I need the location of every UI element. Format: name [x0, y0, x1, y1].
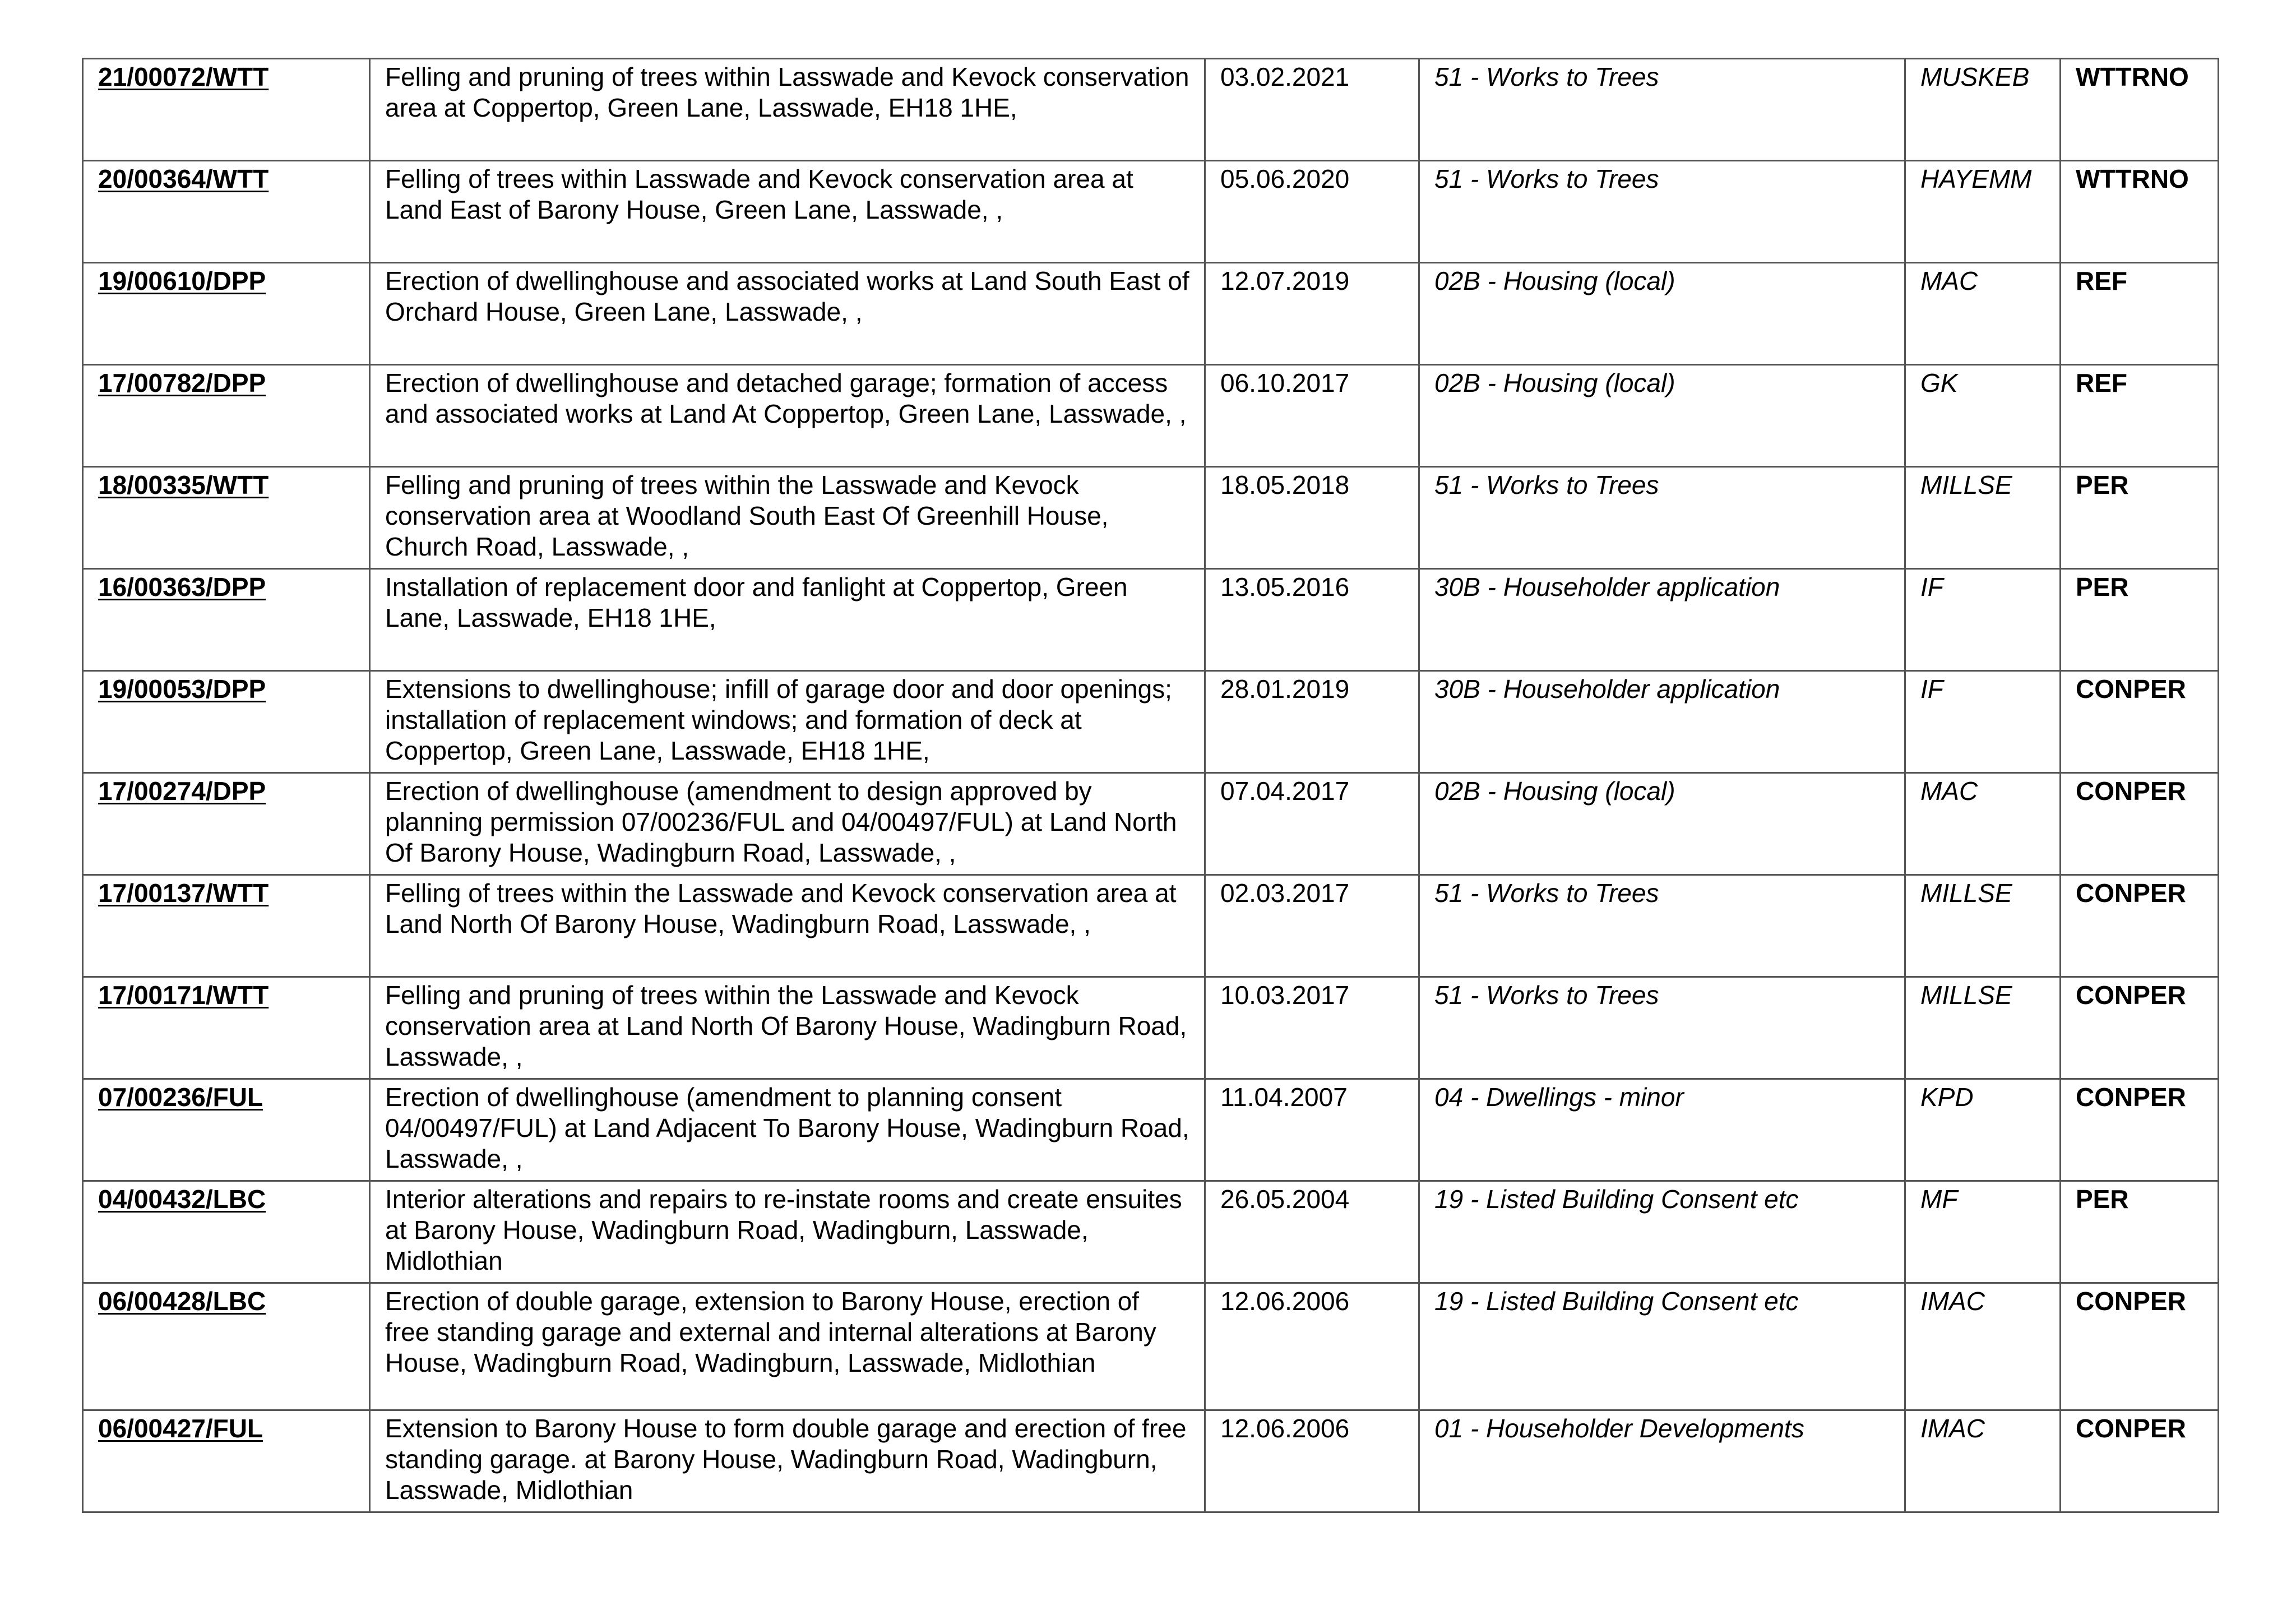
cell-description: Installation of replacement door and fanlight at Coppertop, Green Lane, Lasswade, EH18 1HE,: [370, 569, 1205, 671]
cell-decision: WTTRNO: [2061, 59, 2219, 161]
application-ref-link[interactable]: 16/00363/DPP: [98, 572, 266, 602]
application-ref-link[interactable]: 17/00137/WTT: [98, 878, 269, 908]
table-row: [83, 263, 2219, 365]
cell-description: Erection of dwellinghouse (amendment to planning consent 04/00497/FUL) at Land Adjacent To Barony House, Wadingburn Road, Lasswade, ,: [370, 1079, 1205, 1181]
table-row: [83, 1181, 2219, 1283]
cell-description: Erection of dwellinghouse and detached garage; formation of access and associated works at Land At Coppertop, Green Lane, Lasswade, ,: [370, 365, 1205, 467]
table-row: [83, 569, 2219, 671]
cell-description: Erection of double garage, extension to Barony House, erection of free standing garage and external and internal alterations at Barony House, Wadingburn Road, Wadingburn, Lasswade, Midlothian: [370, 1283, 1205, 1410]
cell-date: 28.01.2019: [1205, 671, 1419, 773]
cell-officer: HAYEMM: [1905, 161, 2061, 263]
cell-decision: PER: [2061, 569, 2219, 671]
cell-decision: REF: [2061, 263, 2219, 365]
cell-ref[interactable]: [83, 365, 370, 467]
cell-description: Erection of dwellinghouse and associated works at Land South East of Orchard House, Green Lane, Lasswade, ,: [370, 263, 1205, 365]
cell-date: 05.06.2020: [1205, 161, 1419, 263]
planning-applications-table: [82, 58, 2219, 1513]
application-ref-link[interactable]: 06/00428/LBC: [98, 1287, 266, 1316]
cell-type: 02B - Housing (local): [1419, 365, 1905, 467]
cell-type: 30B - Householder application: [1419, 671, 1905, 773]
cell-type: 02B - Housing (local): [1419, 263, 1905, 365]
application-ref-link[interactable]: 19/00610/DPP: [98, 266, 266, 295]
cell-description: Extensions to dwellinghouse; infill of garage door and door openings; installation of replacement windows; and formation of deck at Coppertop, Green Lane, Lasswade, EH18 1HE,: [370, 671, 1205, 773]
cell-ref[interactable]: [83, 161, 370, 263]
application-ref-link[interactable]: 17/00171/WTT: [98, 980, 269, 1010]
application-ref-link[interactable]: 06/00427/FUL: [98, 1414, 263, 1443]
cell-officer: MILLSE: [1905, 977, 2061, 1079]
cell-date: 10.03.2017: [1205, 977, 1419, 1079]
cell-type: 02B - Housing (local): [1419, 773, 1905, 875]
table-row: [83, 773, 2219, 875]
cell-officer: MUSKEB: [1905, 59, 2061, 161]
cell-type: 51 - Works to Trees: [1419, 467, 1905, 569]
cell-description: Felling of trees within Lasswade and Kevock conservation area at Land East of Barony House, Green Lane, Lasswade, ,: [370, 161, 1205, 263]
cell-officer: MF: [1905, 1181, 2061, 1283]
cell-decision: PER: [2061, 467, 2219, 569]
cell-ref[interactable]: [83, 263, 370, 365]
cell-ref[interactable]: [83, 1283, 370, 1410]
cell-type: 51 - Works to Trees: [1419, 59, 1905, 161]
cell-officer: KPD: [1905, 1079, 2061, 1181]
application-ref-link[interactable]: 20/00364/WTT: [98, 164, 269, 193]
cell-officer: MAC: [1905, 263, 2061, 365]
cell-date: 26.05.2004: [1205, 1181, 1419, 1283]
cell-type: 51 - Works to Trees: [1419, 161, 1905, 263]
application-ref-link[interactable]: 21/00072/WTT: [98, 62, 269, 91]
cell-ref[interactable]: [83, 1410, 370, 1512]
cell-decision: CONPER: [2061, 1410, 2219, 1512]
cell-decision: REF: [2061, 365, 2219, 467]
cell-ref[interactable]: [83, 773, 370, 875]
table-row: [83, 875, 2219, 977]
cell-type: 30B - Householder application: [1419, 569, 1905, 671]
table-row: [83, 1410, 2219, 1512]
cell-officer: IMAC: [1905, 1410, 2061, 1512]
cell-officer: GK: [1905, 365, 2061, 467]
cell-date: 18.05.2018: [1205, 467, 1419, 569]
cell-description: Interior alterations and repairs to re-instate rooms and create ensuites at Barony House, Wadingburn Road, Wadingburn, Lasswade, Midlothian: [370, 1181, 1205, 1283]
cell-date: 06.10.2017: [1205, 365, 1419, 467]
cell-decision: CONPER: [2061, 1283, 2219, 1410]
cell-type: 01 - Householder Developments: [1419, 1410, 1905, 1512]
table-row: [83, 977, 2219, 1079]
application-ref-link[interactable]: 18/00335/WTT: [98, 470, 269, 499]
cell-description: Felling and pruning of trees within the Lasswade and Kevock conservation area at Land North Of Barony House, Wadingburn Road, Lasswade, ,: [370, 977, 1205, 1079]
cell-ref[interactable]: [83, 1079, 370, 1181]
cell-decision: CONPER: [2061, 1079, 2219, 1181]
cell-ref[interactable]: [83, 59, 370, 161]
cell-decision: WTTRNO: [2061, 161, 2219, 263]
cell-decision: CONPER: [2061, 773, 2219, 875]
application-ref-link[interactable]: 04/00432/LBC: [98, 1185, 266, 1214]
application-ref-link[interactable]: 19/00053/DPP: [98, 674, 266, 704]
application-ref-link[interactable]: 07/00236/FUL: [98, 1082, 263, 1112]
cell-description: Felling of trees within the Lasswade and Kevock conservation area at Land North Of Barony House, Wadingburn Road, Lasswade, ,: [370, 875, 1205, 977]
cell-date: 12.06.2006: [1205, 1410, 1419, 1512]
table-row: [83, 671, 2219, 773]
cell-type: 51 - Works to Trees: [1419, 977, 1905, 1079]
cell-ref[interactable]: [83, 977, 370, 1079]
cell-date: 07.04.2017: [1205, 773, 1419, 875]
cell-decision: PER: [2061, 1181, 2219, 1283]
cell-ref[interactable]: [83, 467, 370, 569]
cell-officer: IF: [1905, 671, 2061, 773]
cell-date: 02.03.2017: [1205, 875, 1419, 977]
table-row: [83, 59, 2219, 161]
cell-date: 12.06.2006: [1205, 1283, 1419, 1410]
cell-description: Felling and pruning of trees within the Lasswade and Kevock conservation area at Woodland South East Of Greenhill House, Church Road, Lasswade, ,: [370, 467, 1205, 569]
cell-description: Erection of dwellinghouse (amendment to design approved by planning permission 07/00236/FUL and 04/00497/FUL) at Land North Of Barony House, Wadingburn Road, Lasswade, ,: [370, 773, 1205, 875]
cell-type: 51 - Works to Trees: [1419, 875, 1905, 977]
cell-officer: MILLSE: [1905, 875, 2061, 977]
cell-decision: CONPER: [2061, 875, 2219, 977]
cell-decision: CONPER: [2061, 977, 2219, 1079]
table-row: [83, 1283, 2219, 1410]
table-row: [83, 161, 2219, 263]
cell-description: Extension to Barony House to form double garage and erection of free standing garage. at Barony House, Wadingburn Road, Wadingburn, Lasswade, Midlothian: [370, 1410, 1205, 1512]
application-ref-link[interactable]: 17/00782/DPP: [98, 368, 266, 397]
application-ref-link[interactable]: 17/00274/DPP: [98, 776, 266, 806]
table-row: [83, 365, 2219, 467]
table-row: [83, 467, 2219, 569]
cell-description: Felling and pruning of trees within Lasswade and Kevock conservation area at Coppertop, Green Lane, Lasswade, EH18 1HE,: [370, 59, 1205, 161]
cell-officer: IF: [1905, 569, 2061, 671]
cell-type: 19 - Listed Building Consent etc: [1419, 1283, 1905, 1410]
table-row: [83, 1079, 2219, 1181]
cell-date: 11.04.2007: [1205, 1079, 1419, 1181]
cell-ref[interactable]: [83, 1181, 370, 1283]
cell-officer: MILLSE: [1905, 467, 2061, 569]
cell-ref[interactable]: [83, 671, 370, 773]
cell-type: 04 - Dwellings - minor: [1419, 1079, 1905, 1181]
cell-ref[interactable]: [83, 569, 370, 671]
cell-decision: CONPER: [2061, 671, 2219, 773]
cell-date: 12.07.2019: [1205, 263, 1419, 365]
cell-officer: MAC: [1905, 773, 2061, 875]
cell-date: 03.02.2021: [1205, 59, 1419, 161]
cell-date: 13.05.2016: [1205, 569, 1419, 671]
cell-type: 19 - Listed Building Consent etc: [1419, 1181, 1905, 1283]
cell-ref[interactable]: [83, 875, 370, 977]
cell-officer: IMAC: [1905, 1283, 2061, 1410]
